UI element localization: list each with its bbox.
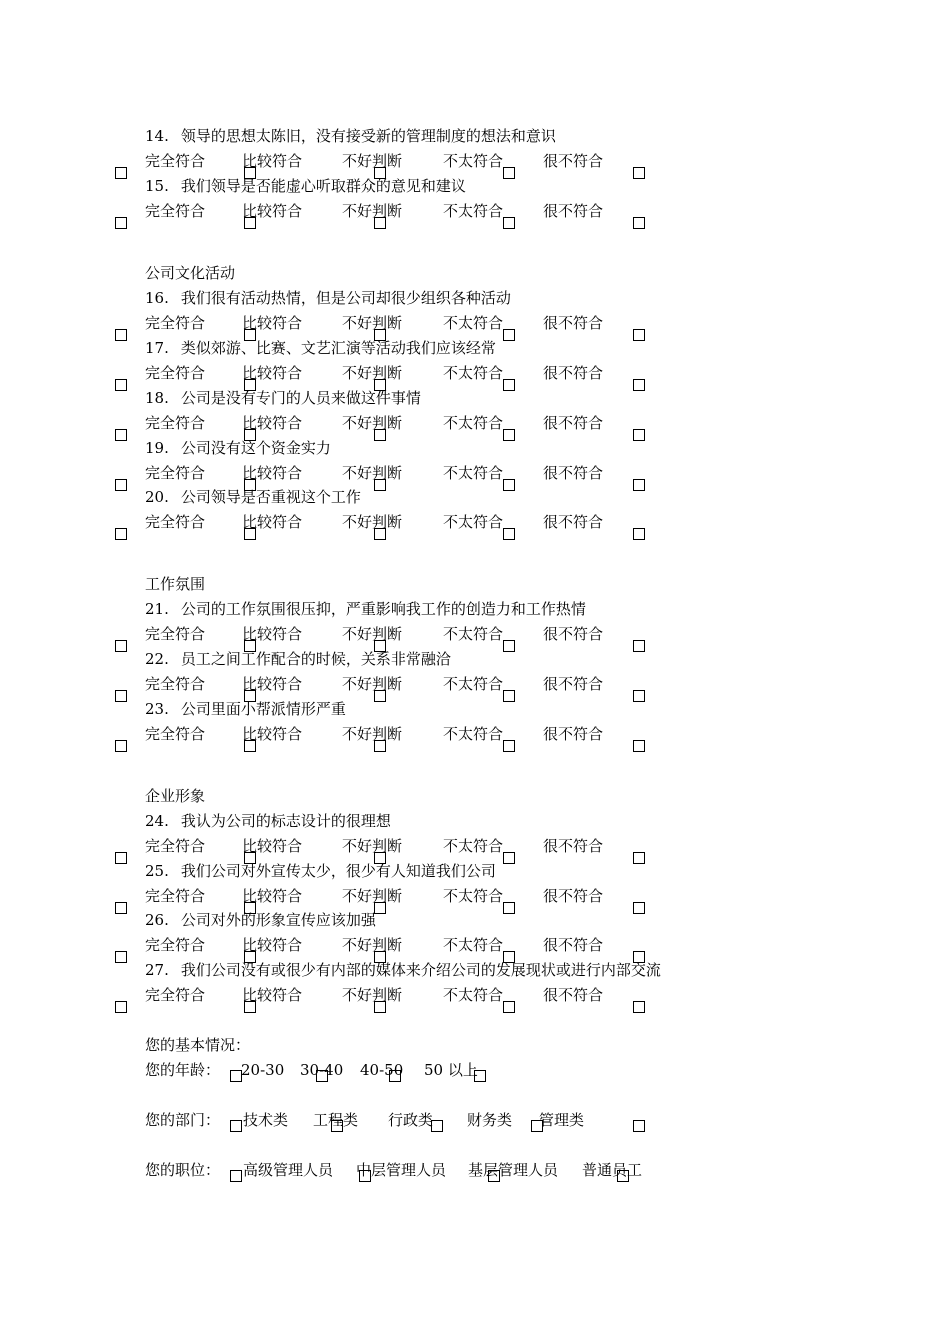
option-fully-agree-label: 完全符合 — [145, 314, 206, 332]
option-strongly-disagree-checkbox[interactable] — [633, 740, 645, 752]
question-number: 19. — [145, 439, 169, 457]
option-strongly-disagree-checkbox[interactable] — [633, 528, 645, 540]
option-strongly-disagree-label: 很不符合 — [543, 986, 604, 1004]
option-strongly-disagree-label: 很不符合 — [543, 837, 604, 855]
option-unsure-checkbox[interactable] — [374, 217, 386, 229]
option-strongly-disagree-checkbox[interactable] — [633, 690, 645, 702]
age-option-checkbox[interactable] — [316, 1070, 328, 1082]
option-somewhat-disagree-label: 不太符合 — [443, 986, 504, 1004]
option-unsure-label: 不好判断 — [342, 837, 403, 855]
option-strongly-disagree-checkbox[interactable] — [633, 479, 645, 491]
option-strongly-disagree-label: 很不符合 — [543, 725, 604, 743]
option-fully-agree-label: 完全符合 — [145, 887, 206, 905]
dept-option-label: 技术类 — [243, 1111, 289, 1129]
question-label: 我们公司对外宣传太少，很少有人知道我们公司 — [180, 862, 496, 880]
option-somewhat-agree-checkbox[interactable] — [244, 740, 256, 752]
option-fully-agree-label: 完全符合 — [145, 464, 206, 482]
question-text — [145, 649, 451, 669]
option-strongly-disagree-label: 很不符合 — [543, 314, 604, 332]
question-label: 员工之间工作配合的时候，关系非常融洽 — [180, 650, 451, 668]
option-somewhat-disagree-checkbox[interactable] — [503, 902, 515, 914]
option-strongly-disagree-checkbox[interactable] — [633, 429, 645, 441]
option-somewhat-disagree-checkbox[interactable] — [503, 217, 515, 229]
option-strongly-disagree-label: 很不符合 — [543, 202, 604, 220]
option-unsure-label: 不好判断 — [342, 675, 403, 693]
option-somewhat-agree-label: 比较符合 — [242, 152, 303, 170]
question-number: 21. — [145, 600, 169, 618]
question-label: 公司里面小帮派情形严重 — [180, 700, 346, 718]
question-label: 公司的工作氛围很压抑，严重影响我工作的创造力和工作热情 — [180, 600, 586, 618]
question-number: 22. — [145, 650, 169, 668]
option-fully-agree-label: 完全符合 — [145, 364, 206, 382]
question-number: 27. — [145, 961, 169, 979]
option-somewhat-disagree-label: 不太符合 — [443, 936, 504, 954]
age-option-label: 50 以上 — [424, 1061, 478, 1079]
option-somewhat-agree-label: 比较符合 — [242, 837, 303, 855]
position-option-checkbox[interactable] — [230, 1170, 242, 1182]
question-number: 15. — [145, 177, 169, 195]
option-fully-agree-checkbox[interactable] — [115, 951, 127, 963]
dept-option-label: 财务类 — [467, 1111, 513, 1129]
option-fully-agree-label: 完全符合 — [145, 513, 206, 531]
option-fully-agree-checkbox[interactable] — [115, 1001, 127, 1013]
question-number: 14. — [145, 127, 169, 145]
option-somewhat-agree-label: 比较符合 — [242, 364, 303, 382]
option-strongly-disagree-checkbox[interactable] — [633, 902, 645, 914]
option-strongly-disagree-checkbox[interactable] — [633, 379, 645, 391]
option-somewhat-disagree-label: 不太符合 — [443, 887, 504, 905]
option-unsure-label: 不好判断 — [342, 725, 403, 743]
option-unsure-label: 不好判断 — [342, 986, 403, 1004]
question-number: 16. — [145, 289, 169, 307]
option-somewhat-disagree-checkbox[interactable] — [503, 479, 515, 491]
option-somewhat-agree-label: 比较符合 — [242, 625, 303, 643]
option-somewhat-agree-label: 比较符合 — [242, 887, 303, 905]
option-unsure-checkbox[interactable] — [374, 740, 386, 752]
option-somewhat-agree-label: 比较符合 — [242, 986, 303, 1004]
option-strongly-disagree-label: 很不符合 — [543, 936, 604, 954]
position-option-label: 基层管理人员 — [468, 1161, 559, 1179]
option-fully-agree-label: 完全符合 — [145, 725, 206, 743]
option-somewhat-agree-label: 比较符合 — [242, 202, 303, 220]
option-unsure-label: 不好判断 — [342, 202, 403, 220]
option-somewhat-disagree-checkbox[interactable] — [503, 640, 515, 652]
question-text — [145, 861, 496, 881]
question-label: 公司没有这个资金实力 — [180, 439, 331, 457]
option-somewhat-disagree-label: 不太符合 — [443, 152, 504, 170]
question-label: 公司领导是否重视这个工作 — [180, 488, 361, 506]
option-fully-agree-label: 完全符合 — [145, 152, 206, 170]
question-label: 我们领导是否能虚心听取群众的意见和建议 — [180, 177, 466, 195]
question-text — [145, 338, 496, 358]
option-fully-agree-label: 完全符合 — [145, 625, 206, 643]
option-somewhat-agree-checkbox[interactable] — [244, 217, 256, 229]
position-option-label: 高级管理人员 — [243, 1161, 334, 1179]
age-option-label: 40-50 — [360, 1061, 404, 1079]
option-unsure-checkbox[interactable] — [374, 429, 386, 441]
option-strongly-disagree-label: 很不符合 — [543, 414, 604, 432]
option-unsure-label: 不好判断 — [342, 464, 403, 482]
option-somewhat-disagree-label: 不太符合 — [443, 202, 504, 220]
section-title: 工作氛围 — [145, 575, 206, 593]
question-text — [145, 910, 376, 930]
option-strongly-disagree-checkbox[interactable] — [633, 167, 645, 179]
question-number: 26. — [145, 911, 169, 929]
dept-option-label: 工程类 — [313, 1111, 359, 1129]
option-strongly-disagree-label: 很不符合 — [543, 887, 604, 905]
option-somewhat-agree-label: 比较符合 — [242, 675, 303, 693]
question-text — [145, 126, 556, 146]
option-unsure-label: 不好判断 — [342, 364, 403, 382]
option-strongly-disagree-label: 很不符合 — [543, 513, 604, 531]
option-unsure-checkbox[interactable] — [374, 1001, 386, 1013]
option-unsure-checkbox[interactable] — [374, 479, 386, 491]
option-strongly-disagree-label: 很不符合 — [543, 625, 604, 643]
age-option-label: 30-40 — [300, 1061, 344, 1079]
option-fully-agree-checkbox[interactable] — [115, 852, 127, 864]
question-text — [145, 699, 346, 719]
question-text — [145, 960, 661, 980]
question-number: 17. — [145, 339, 169, 357]
option-unsure-label: 不好判断 — [342, 887, 403, 905]
option-fully-agree-checkbox[interactable] — [115, 379, 127, 391]
question-label: 类似郊游、比赛、文艺汇演等活动我们应该经常 — [180, 339, 496, 357]
option-unsure-label: 不好判断 — [342, 152, 403, 170]
position-option-checkbox[interactable] — [488, 1170, 500, 1182]
question-text — [145, 388, 421, 408]
question-number: 24. — [145, 812, 169, 830]
option-somewhat-disagree-label: 不太符合 — [443, 414, 504, 432]
dept-label: 您的部门： — [145, 1111, 221, 1129]
option-somewhat-disagree-label: 不太符合 — [443, 837, 504, 855]
option-somewhat-agree-label: 比较符合 — [242, 314, 303, 332]
question-label: 公司是没有专门的人员来做这件事情 — [180, 389, 421, 407]
dept-option-checkbox[interactable] — [331, 1120, 343, 1132]
option-fully-agree-checkbox[interactable] — [115, 690, 127, 702]
option-somewhat-agree-label: 比较符合 — [242, 513, 303, 531]
position-option-label: 普通员工 — [582, 1161, 643, 1179]
option-somewhat-disagree-checkbox[interactable] — [503, 740, 515, 752]
option-fully-agree-checkbox[interactable] — [115, 479, 127, 491]
option-somewhat-agree-label: 比较符合 — [242, 464, 303, 482]
question-number: 18. — [145, 389, 169, 407]
age-label: 您的年龄： — [145, 1061, 221, 1079]
option-strongly-disagree-checkbox[interactable] — [633, 329, 645, 341]
question-label: 公司对外的形象宣传应该加强 — [180, 911, 376, 929]
age-option-checkbox[interactable] — [389, 1070, 401, 1082]
age-option-checkbox[interactable] — [474, 1070, 486, 1082]
option-somewhat-disagree-label: 不太符合 — [443, 314, 504, 332]
option-somewhat-agree-label: 比较符合 — [242, 936, 303, 954]
option-unsure-checkbox[interactable] — [374, 528, 386, 540]
option-fully-agree-checkbox[interactable] — [115, 329, 127, 341]
option-somewhat-disagree-checkbox[interactable] — [503, 690, 515, 702]
option-somewhat-agree-checkbox[interactable] — [244, 528, 256, 540]
option-strongly-disagree-label: 很不符合 — [543, 152, 604, 170]
question-text — [145, 438, 331, 458]
question-text — [145, 288, 511, 308]
option-unsure-label: 不好判断 — [342, 314, 403, 332]
option-fully-agree-label: 完全符合 — [145, 837, 206, 855]
option-somewhat-agree-label: 比较符合 — [242, 414, 303, 432]
position-label: 您的职位： — [145, 1161, 221, 1179]
option-unsure-checkbox[interactable] — [374, 690, 386, 702]
option-somewhat-disagree-label: 不太符合 — [443, 675, 504, 693]
option-somewhat-disagree-checkbox[interactable] — [503, 429, 515, 441]
position-option-checkbox[interactable] — [617, 1170, 629, 1182]
question-label: 领导的思想太陈旧，没有接受新的管理制度的想法和意识 — [180, 127, 556, 145]
option-somewhat-disagree-label: 不太符合 — [443, 725, 504, 743]
question-text — [145, 599, 586, 619]
option-strongly-disagree-label: 很不符合 — [543, 675, 604, 693]
option-strongly-disagree-checkbox[interactable] — [633, 640, 645, 652]
age-option-checkbox[interactable] — [230, 1070, 242, 1082]
option-fully-agree-checkbox[interactable] — [115, 902, 127, 914]
dept-option-label: 管理类 — [539, 1111, 585, 1129]
option-strongly-disagree-label: 很不符合 — [543, 364, 604, 382]
option-somewhat-disagree-label: 不太符合 — [443, 464, 504, 482]
question-number: 23. — [145, 700, 169, 718]
option-fully-agree-label: 完全符合 — [145, 986, 206, 1004]
question-text — [145, 487, 361, 507]
question-number: 20. — [145, 488, 169, 506]
basic-info-heading: 您的基本情况： — [145, 1036, 251, 1054]
option-fully-agree-checkbox[interactable] — [115, 740, 127, 752]
option-unsure-label: 不好判断 — [342, 625, 403, 643]
option-somewhat-disagree-checkbox[interactable] — [503, 329, 515, 341]
option-strongly-disagree-label: 很不符合 — [543, 464, 604, 482]
section-title: 公司文化活动 — [145, 264, 236, 282]
option-somewhat-agree-label: 比较符合 — [242, 725, 303, 743]
question-label: 我认为公司的标志设计的很理想 — [180, 812, 391, 830]
option-fully-agree-checkbox[interactable] — [115, 429, 127, 441]
age-option-label: 20-30 — [241, 1061, 285, 1079]
position-option-label: 中层管理人员 — [356, 1161, 447, 1179]
question-label: 我们公司没有或很少有内部的媒体来介绍公司的发展现状或进行内部交流 — [180, 961, 661, 979]
option-somewhat-disagree-label: 不太符合 — [443, 513, 504, 531]
option-fully-agree-checkbox[interactable] — [115, 528, 127, 540]
question-text — [145, 811, 391, 831]
option-somewhat-disagree-label: 不太符合 — [443, 364, 504, 382]
option-strongly-disagree-checkbox[interactable] — [633, 1001, 645, 1013]
option-fully-agree-label: 完全符合 — [145, 202, 206, 220]
option-fully-agree-label: 完全符合 — [145, 414, 206, 432]
position-option-checkbox[interactable] — [359, 1170, 371, 1182]
dept-option-checkbox[interactable] — [633, 1120, 645, 1132]
option-somewhat-disagree-checkbox[interactable] — [503, 852, 515, 864]
option-somewhat-disagree-checkbox[interactable] — [503, 1001, 515, 1013]
option-unsure-label: 不好判断 — [342, 513, 403, 531]
option-strongly-disagree-checkbox[interactable] — [633, 217, 645, 229]
option-somewhat-disagree-checkbox[interactable] — [503, 528, 515, 540]
option-unsure-label: 不好判断 — [342, 414, 403, 432]
option-somewhat-disagree-checkbox[interactable] — [503, 379, 515, 391]
option-somewhat-disagree-label: 不太符合 — [443, 625, 504, 643]
option-somewhat-disagree-checkbox[interactable] — [503, 167, 515, 179]
dept-option-checkbox[interactable] — [230, 1120, 242, 1132]
dept-option-checkbox[interactable] — [431, 1120, 443, 1132]
question-label: 我们很有活动热情，但是公司却很少组织各种活动 — [180, 289, 511, 307]
option-fully-agree-label: 完全符合 — [145, 936, 206, 954]
option-fully-agree-checkbox[interactable] — [115, 167, 127, 179]
option-somewhat-agree-checkbox[interactable] — [244, 1001, 256, 1013]
dept-option-label: 行政类 — [388, 1111, 434, 1129]
section-title: 企业形象 — [145, 787, 206, 805]
option-unsure-label: 不好判断 — [342, 936, 403, 954]
option-strongly-disagree-checkbox[interactable] — [633, 852, 645, 864]
option-fully-agree-label: 完全符合 — [145, 675, 206, 693]
option-fully-agree-checkbox[interactable] — [115, 640, 127, 652]
option-fully-agree-checkbox[interactable] — [115, 217, 127, 229]
question-text — [145, 176, 466, 196]
question-number: 25. — [145, 862, 169, 880]
